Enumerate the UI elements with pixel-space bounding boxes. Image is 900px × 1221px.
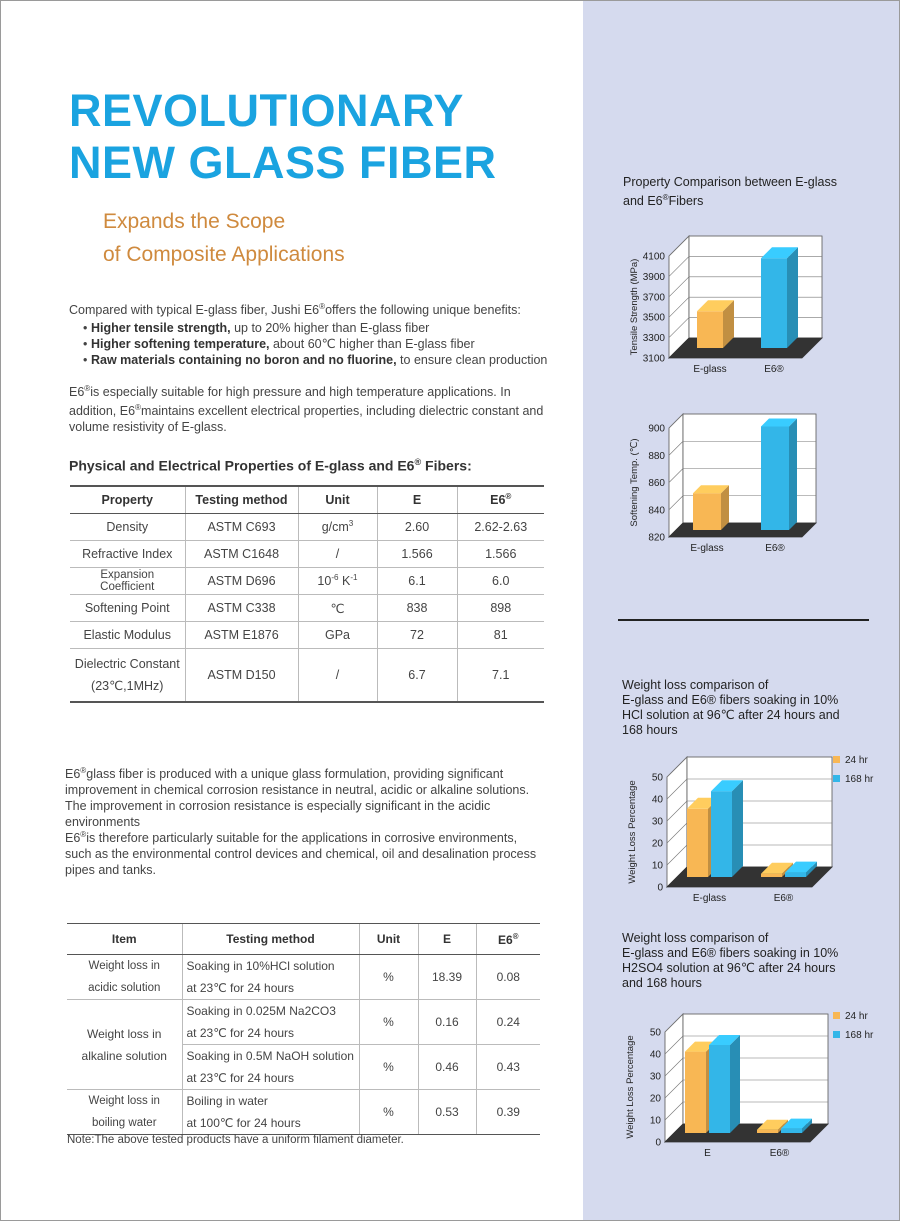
corrosion-paragraph: E6®glass fiber is produced with a unique glass formulation, providing significant improvement in chemical corrosion resistance in neutral, acidic or alkaline solutions. The improvement in corrosion resistance is especially significant in the acidic environments bbox=[65, 766, 530, 830]
subtitle-line-1: Expands the Scope bbox=[103, 210, 286, 233]
y-tick-label: 20 bbox=[651, 838, 663, 850]
table-cell: Refractive Index bbox=[70, 541, 185, 568]
chart-side-wall bbox=[665, 1014, 683, 1142]
title-line-2: NEW GLASS FIBER bbox=[69, 137, 497, 188]
column-header: E6® bbox=[457, 486, 544, 514]
column-header: E bbox=[418, 924, 476, 955]
y-tick-label: 40 bbox=[651, 794, 663, 806]
y-tick-label: 840 bbox=[648, 505, 665, 517]
y-tick-label: 40 bbox=[649, 1049, 661, 1061]
table-cell: 0.46 bbox=[418, 1045, 476, 1090]
table-cell: 6.0 bbox=[457, 568, 544, 595]
legend-label: 168 hr bbox=[845, 1030, 874, 1041]
table-row bbox=[70, 595, 544, 622]
properties-table bbox=[70, 485, 544, 703]
y-tick-label: 3100 bbox=[642, 353, 665, 365]
table-cell: 0.39 bbox=[476, 1090, 540, 1135]
table-row bbox=[70, 568, 544, 595]
y-tick-label: 3300 bbox=[642, 333, 665, 345]
bar-168-hr bbox=[709, 1035, 740, 1133]
y-tick-label: 880 bbox=[648, 450, 665, 462]
chart-4-title: Weight loss comparison of E-glass and E6® fibers soaking in 10% H2SO4 solution at 96℃ after 24 hours and 168 hours bbox=[622, 931, 839, 990]
table-cell: / bbox=[298, 649, 377, 702]
table-cell: Expansion Coefficient bbox=[70, 568, 185, 595]
legend-swatch bbox=[833, 775, 840, 782]
benefit-item: • Higher softening temperature, about 60℃ higher than E-glass fiber bbox=[91, 336, 549, 352]
y-tick-label: 3500 bbox=[642, 312, 665, 324]
x-tick-label: E6® bbox=[769, 1148, 790, 1159]
table-cell: 2.60 bbox=[377, 514, 457, 541]
table-cell: Boiling in water at 100℃ for 24 hours bbox=[182, 1090, 359, 1135]
table-cell: 7.1 bbox=[457, 649, 544, 702]
table-cell: 81 bbox=[457, 622, 544, 649]
table-cell: 0.53 bbox=[418, 1090, 476, 1135]
h2so4-weight-loss-chart bbox=[601, 1005, 891, 1165]
table-cell: % bbox=[359, 1090, 418, 1135]
y-tick-label: 860 bbox=[648, 478, 665, 489]
x-tick-label: E6® bbox=[764, 364, 784, 375]
table-cell: Weight loss in boiling water bbox=[67, 1090, 182, 1135]
y-tick-label: 50 bbox=[651, 772, 663, 784]
bar-e6- bbox=[761, 247, 798, 348]
y-tick-label: 30 bbox=[651, 816, 663, 828]
column-header: Testing method bbox=[182, 924, 359, 955]
table-cell: ASTM D696 bbox=[185, 568, 298, 595]
bar-e-glass bbox=[697, 300, 734, 348]
table-cell: ASTM D150 bbox=[185, 649, 298, 702]
table-note: Note:The above tested products have a uniform filament diameter. bbox=[67, 1134, 404, 1146]
bar-e-glass bbox=[693, 485, 729, 530]
y-tick-label: 30 bbox=[649, 1071, 661, 1083]
page-title bbox=[69, 85, 497, 189]
table-cell: % bbox=[359, 1045, 418, 1090]
softening-temp-chart bbox=[601, 411, 861, 561]
y-tick-label: 900 bbox=[648, 423, 665, 435]
table-cell: Softening Point bbox=[70, 595, 185, 622]
legend-swatch bbox=[833, 1031, 840, 1038]
y-axis-label: Tensile Strength (MPa) bbox=[629, 258, 640, 356]
table-cell: ASTM C693 bbox=[185, 514, 298, 541]
intro-paragraph bbox=[69, 299, 549, 368]
table-cell: 6.7 bbox=[377, 649, 457, 702]
table-cell: 1.566 bbox=[457, 541, 544, 568]
table-cell: Elastic Modulus bbox=[70, 622, 185, 649]
chart-side-wall bbox=[667, 757, 687, 887]
column-header: E bbox=[377, 486, 457, 514]
table-row bbox=[70, 514, 544, 541]
x-tick-label: E bbox=[704, 1148, 711, 1159]
applications-paragraph: E6®is especially suitable for high pressure and high temperature applications. In addition, E6®maintains excellent electrical properties, including dielectric constant and volume resistivity of E-glass. bbox=[69, 384, 544, 435]
table-cell: 898 bbox=[457, 595, 544, 622]
table-header-row bbox=[70, 486, 544, 514]
table-cell: % bbox=[359, 955, 418, 1000]
y-tick-label: 10 bbox=[651, 860, 663, 872]
table-cell: ASTM C1648 bbox=[185, 541, 298, 568]
table-cell: 72 bbox=[377, 622, 457, 649]
column-header: E6® bbox=[476, 924, 540, 955]
table-cell: 838 bbox=[377, 595, 457, 622]
hcl-weight-loss-chart bbox=[601, 749, 891, 909]
table-cell: Soaking in 0.5M NaOH solution at 23℃ for 24 hours bbox=[182, 1045, 359, 1090]
y-tick-label: 20 bbox=[649, 1093, 661, 1105]
table-cell: % bbox=[359, 1000, 418, 1045]
legend-label: 168 hr bbox=[845, 774, 874, 785]
table-cell: ASTM E1876 bbox=[185, 622, 298, 649]
table-cell: $g/cm^3$ bbox=[298, 514, 377, 541]
legend-swatch bbox=[833, 1012, 840, 1019]
y-axis-label: Softening Temp. (℃) bbox=[629, 438, 640, 527]
table-cell: 0.08 bbox=[476, 955, 540, 1000]
chart-floor bbox=[669, 523, 816, 537]
table-cell: Density bbox=[70, 514, 185, 541]
table-row bbox=[70, 541, 544, 568]
chart-floor bbox=[669, 338, 822, 358]
chart-3-title: Weight loss comparison of E-glass and E6® fibers soaking in 10% HCl solution at 96℃ after 24 hours and 168 hours bbox=[622, 678, 840, 737]
benefit-item: • Raw materials containing no boron and no fluorine, to ensure clean production bbox=[91, 352, 549, 368]
benefit-item: • Higher tensile strength, up to 20% higher than E-glass fiber bbox=[91, 320, 549, 336]
table-cell: Weight loss in alkaline solution bbox=[67, 1000, 182, 1090]
table-cell: 1.566 bbox=[377, 541, 457, 568]
column-header: Unit bbox=[359, 924, 418, 955]
y-axis-label: Weight Loss Percentage bbox=[627, 780, 638, 884]
column-header: Testing method bbox=[185, 486, 298, 514]
table-cell: GPa bbox=[298, 622, 377, 649]
table-cell: / bbox=[298, 541, 377, 568]
column-header: Unit bbox=[298, 486, 377, 514]
bar-168-hr bbox=[711, 780, 743, 877]
x-tick-label: E-glass bbox=[693, 364, 727, 375]
y-tick-label: 0 bbox=[657, 882, 663, 894]
table-row bbox=[67, 1000, 540, 1045]
y-tick-label: 0 bbox=[655, 1137, 661, 1149]
table-cell: Dielectric Constant (23℃,1MHz) bbox=[70, 649, 185, 702]
benefit-list bbox=[69, 320, 549, 368]
table-cell: Soaking in 0.025M Na2CO3 at 23℃ for 24 hours bbox=[182, 1000, 359, 1045]
divider bbox=[618, 619, 869, 621]
table-cell: Soaking in 10%HCl solution at 23℃ for 24 hours bbox=[182, 955, 359, 1000]
table-cell: Weight loss in acidic solution bbox=[67, 955, 182, 1000]
table-cell: $10^{-6}$ $K^{-1}$ bbox=[298, 568, 377, 595]
title-line-1: REVOLUTIONARY bbox=[69, 85, 464, 136]
intro-lead: Compared with typical E-glass fiber, Jushi E6®offers the following unique benefits: bbox=[69, 302, 521, 318]
table-cell: 2.62-2.63 bbox=[457, 514, 544, 541]
x-tick-label: E6® bbox=[773, 893, 794, 904]
tensile-strength-chart bbox=[601, 231, 861, 391]
subtitle-line-2: of Composite Applications bbox=[103, 243, 345, 266]
x-tick-label: E6® bbox=[765, 543, 785, 554]
column-header: Item bbox=[67, 924, 182, 955]
table-cell: 0.43 bbox=[476, 1045, 540, 1090]
table-row bbox=[70, 649, 544, 702]
chart-side-wall bbox=[669, 236, 689, 358]
x-tick-label: E-glass bbox=[690, 543, 724, 554]
bar-e6- bbox=[761, 418, 797, 530]
table-cell: 0.24 bbox=[476, 1000, 540, 1045]
table-cell: ASTM C338 bbox=[185, 595, 298, 622]
table-header-row bbox=[67, 924, 540, 955]
table-cell: 18.39 bbox=[418, 955, 476, 1000]
legend-swatch bbox=[833, 756, 840, 763]
corrosive-environments-paragraph: E6®is therefore particularly suitable for the applications in corrosive environments, such as the environmental control devices and chemical, oil and desalination process pipes and tanks. bbox=[65, 830, 537, 878]
y-tick-label: 50 bbox=[649, 1027, 661, 1039]
corrosion-table bbox=[67, 923, 540, 1135]
legend-label: 24 hr bbox=[845, 755, 868, 766]
column-header: Property bbox=[70, 486, 185, 514]
y-axis-label: Weight Loss Percentage bbox=[625, 1035, 636, 1139]
y-tick-label: 820 bbox=[648, 532, 665, 544]
x-tick-label: E-glass bbox=[692, 893, 727, 904]
table-row bbox=[70, 622, 544, 649]
table-row bbox=[67, 1090, 540, 1135]
page-subtitle bbox=[103, 205, 345, 271]
legend-label: 24 hr bbox=[845, 1011, 868, 1022]
table-cell: 6.1 bbox=[377, 568, 457, 595]
y-tick-label: 3900 bbox=[642, 271, 665, 283]
table-cell: ℃ bbox=[298, 595, 377, 622]
properties-table-title: Physical and Electrical Properties of E-glass and E6® Fibers: bbox=[69, 457, 472, 474]
chart-1-title: Property Comparison between E-glass and E6®Fibers bbox=[623, 175, 837, 209]
y-tick-label: 3700 bbox=[642, 292, 665, 304]
table-cell: 0.16 bbox=[418, 1000, 476, 1045]
table-row bbox=[67, 955, 540, 1000]
y-tick-label: 4100 bbox=[642, 251, 665, 263]
y-tick-label: 10 bbox=[649, 1115, 661, 1127]
